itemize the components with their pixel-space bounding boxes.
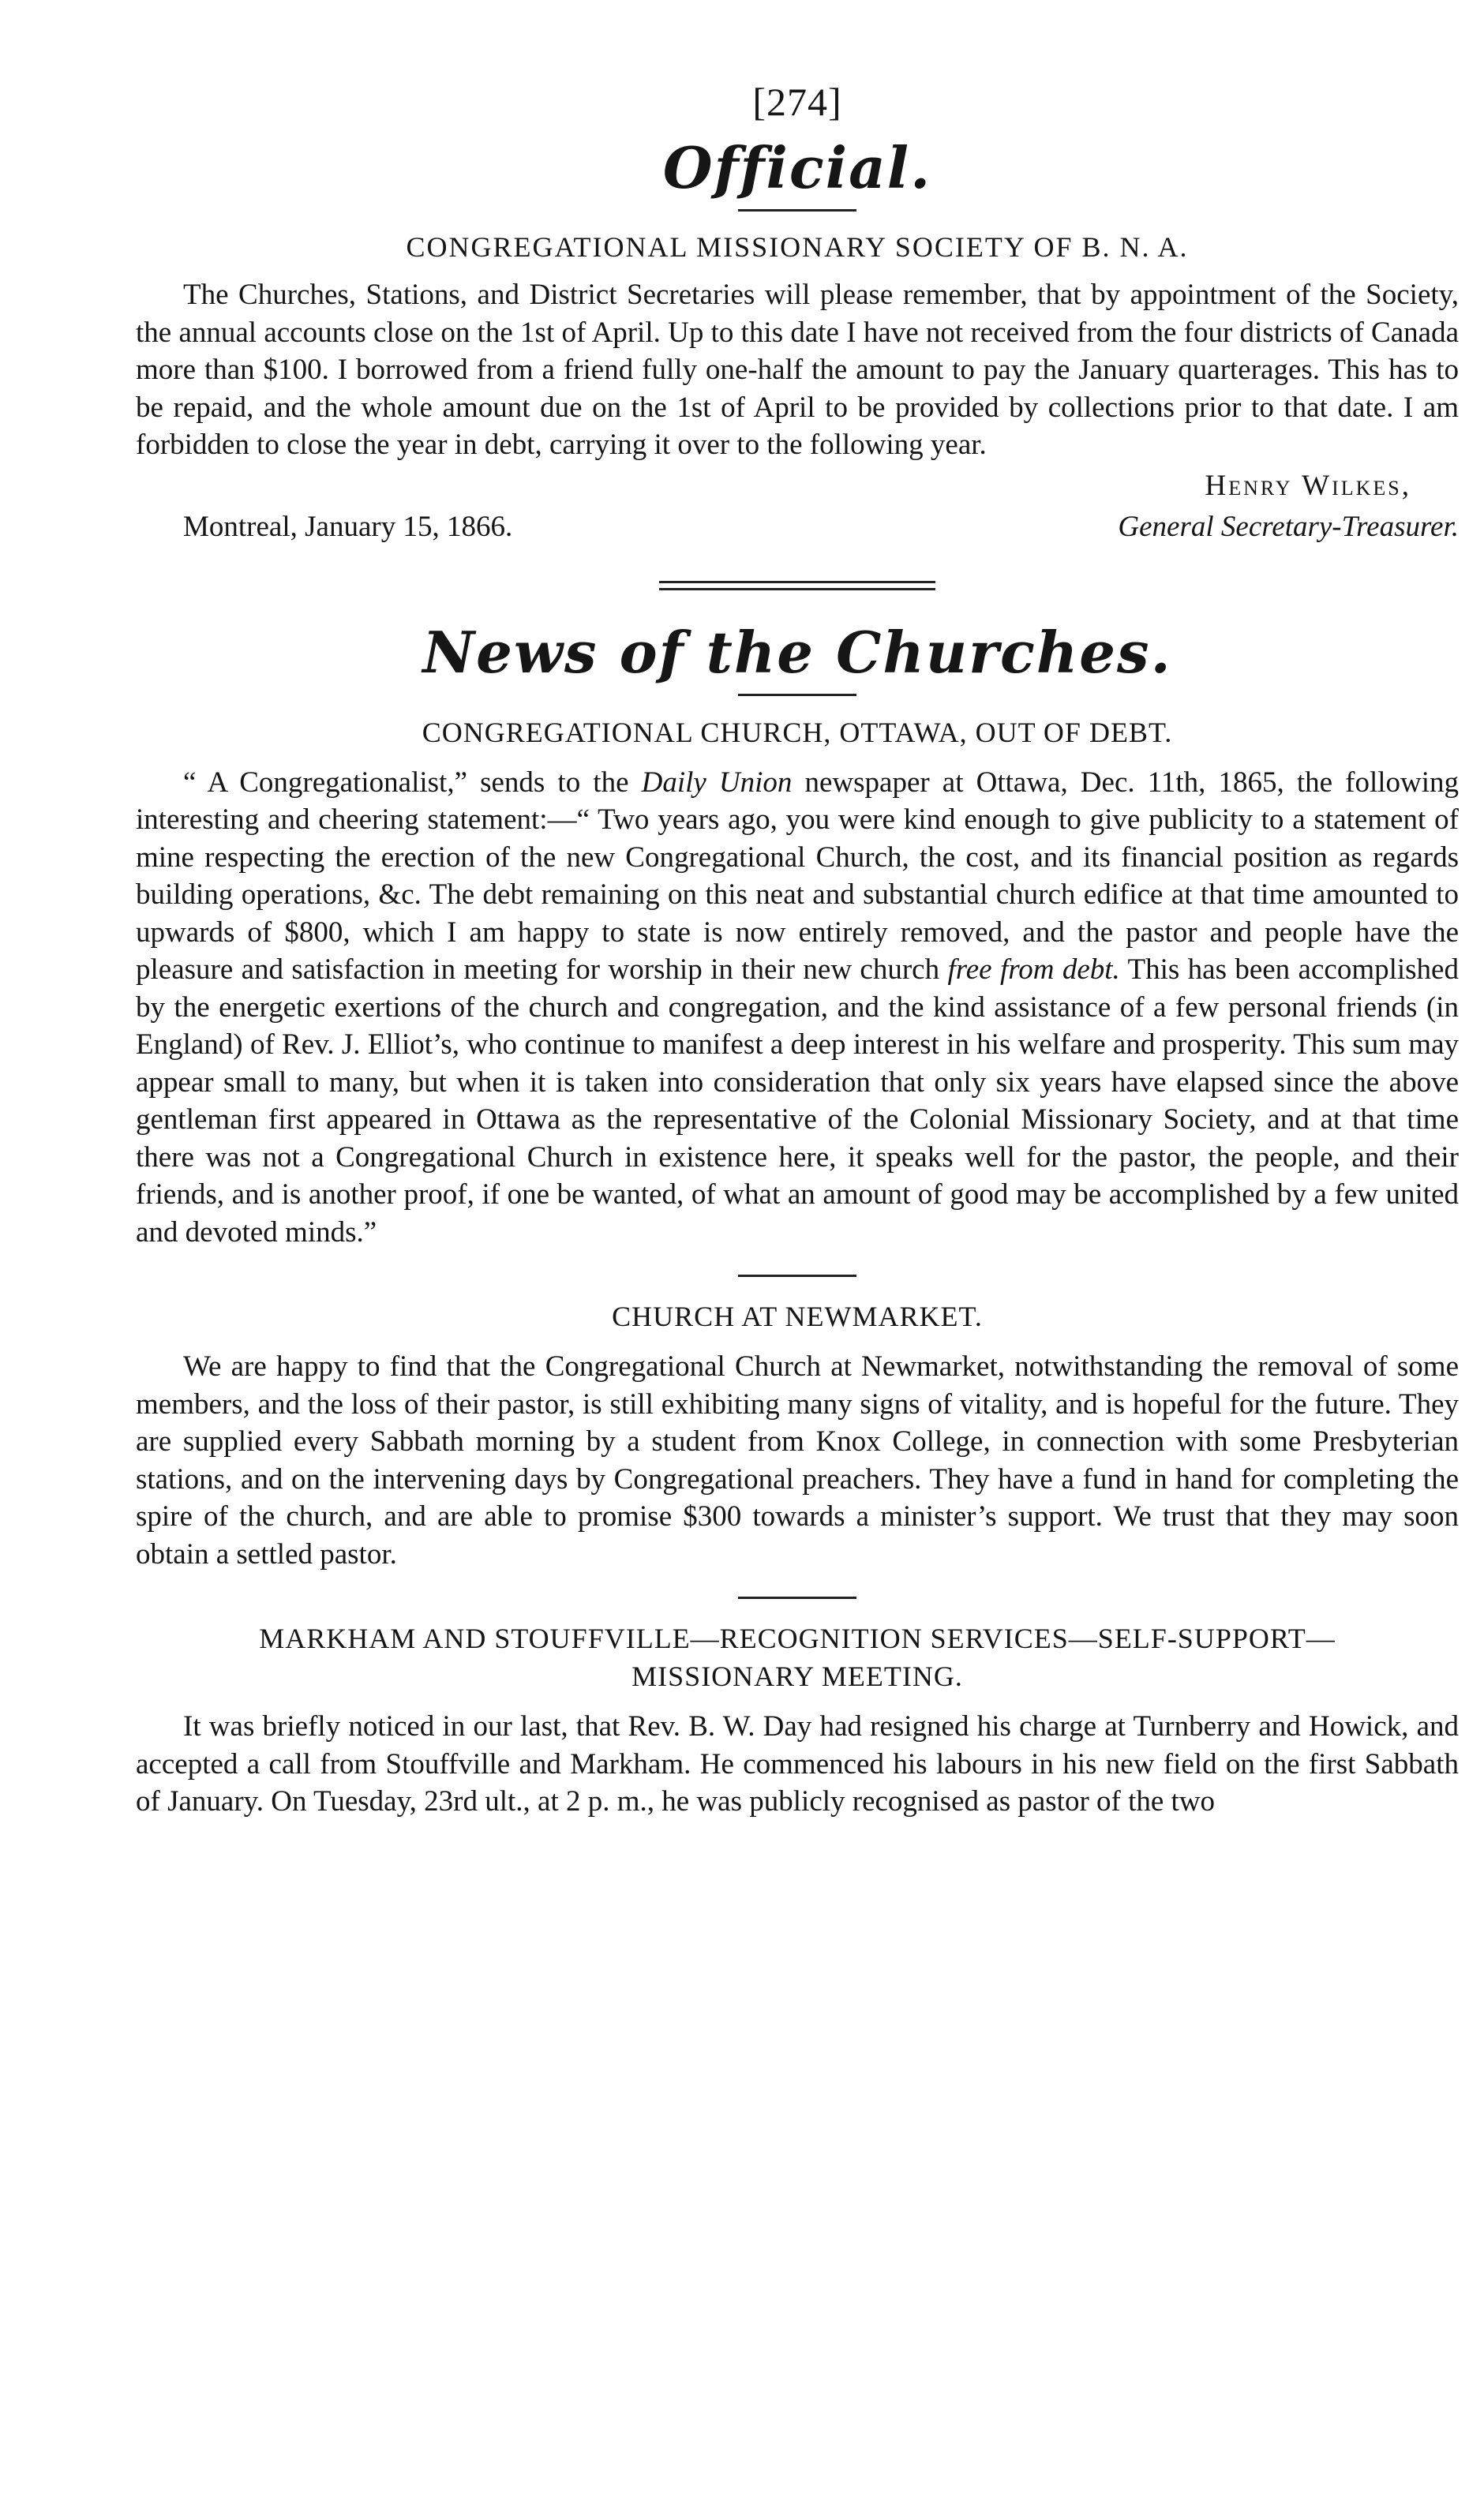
markham-title-line2: MISSIONARY MEETING.: [631, 1661, 963, 1692]
page-number: [274]: [752, 80, 842, 124]
short-rule: [738, 1275, 856, 1277]
news-heading: News of the Churches.: [422, 618, 1172, 686]
short-rule: [738, 694, 856, 696]
markham-title: [136, 1619, 1459, 1695]
newmarket-title: CHURCH AT NEWMARKET.: [612, 1301, 983, 1332]
news-section: [136, 619, 1459, 1821]
ottawa-title: CONGREGATIONAL CHURCH, OTTAWA, OUT OF DEBT.: [422, 716, 1173, 748]
signature-place-date: Montreal, January 15, 1866.: [183, 510, 513, 543]
official-heading: Official.: [662, 134, 932, 201]
official-section: [136, 134, 1459, 551]
newspaper-name: Daily Union: [641, 766, 793, 799]
markham-title-line1: MARKHAM AND STOUFFVILLE—RECOGNITION SERVICES—SELF-SUPPORT—: [259, 1623, 1336, 1654]
official-body: The Churches, Stations, and District Secretaries will please remember, that by appointment of the Society, the annual accounts close on the 1st of April. Up to this date I have not received from the four districts of Canada more than $100. I borrowed from a friend fully one-half the amount to pay the January quarterages. This has to be repaid, and the whole amount due on the 1st of April to be provided by collections prior to that date. I am forbidden to close the year in debt, carrying it over to the following year.: [136, 279, 1459, 461]
free-from-debt: free from debt.: [947, 953, 1120, 986]
signature-block: [136, 469, 1459, 551]
signature-title: General Secretary-Treasurer.: [1118, 510, 1459, 543]
newmarket-body: We are happy to find that the Congregational Church at Newmarket, notwithstanding the removal of some members, and the loss of their pastor, is still exhibiting many signs of vitality, and is hopeful for the future. They are supplied every Sabbath morning by a student from Knox College, in connection with some Presbyterian stations, and on the intervening days by Congregational preachers. They have a fund in hand for completing the spire of the church, and are able to promise $300 towards a minister’s support. We trust that they may soon obtain a settled pastor.: [136, 1350, 1459, 1571]
ottawa-body-part2: newspaper at Ottawa, Dec. 11th, 1865, the following interesting and cheering statement:—“ Two years ago, you were kind enough to give publicity to a statement of mine respecting the erection of the new Congregational Church, the cost, and its financial position as regards building operations, &c. The debt remaining on this neat and substantial church edifice at that time amounted to upwards of $800, which I am happy to state is now entirely removed, and the pastor and people have the pleasure and satisfaction in meeting for worship in their new church: [136, 766, 1460, 986]
double-rule: [659, 581, 935, 590]
ottawa-body-part3: This has been accomplished by the energetic exertions of the church and congregation, and the kind assistance of a few personal friends (in England) of Rev. J. Elliot’s, who continue to manifest a deep interest in his welfare and prosperity. This sum may appear small to many, but when it is taken into consideration that only six years have elapsed since the above gentleman first appeared in Ottawa as the representative of the Colonial Missionary Society, and at that time there was not a Congregational Church in existence here, it speaks well for the pastor, the people, and their friends, and is another proof, if one be wanted, of what an amount of good may be accomplished by a few united and devoted minds.”: [136, 953, 1459, 1249]
page: [136, 79, 1459, 1821]
signature-name: Henry Wilkes,: [1205, 469, 1411, 502]
ottawa-body-part1: “ A Congregationalist,” sends to the: [183, 766, 642, 799]
ottawa-body: [136, 764, 1459, 1252]
short-rule: [738, 1597, 856, 1599]
short-rule: [738, 209, 856, 212]
official-subheading: CONGREGATIONAL MISSIONARY SOCIETY OF B. N. A.: [406, 231, 1189, 263]
markham-body: It was briefly noticed in our last, that Rev. B. W. Day had resigned his charge at Turnberry and Howick, and accepted a call from Stouffville and Markham. He commenced his labours in his new field on the first Sabbath of January. On Tuesday, 23rd ult., at 2 p. m., he was publicly recognised as pastor of the two: [136, 1710, 1459, 1818]
